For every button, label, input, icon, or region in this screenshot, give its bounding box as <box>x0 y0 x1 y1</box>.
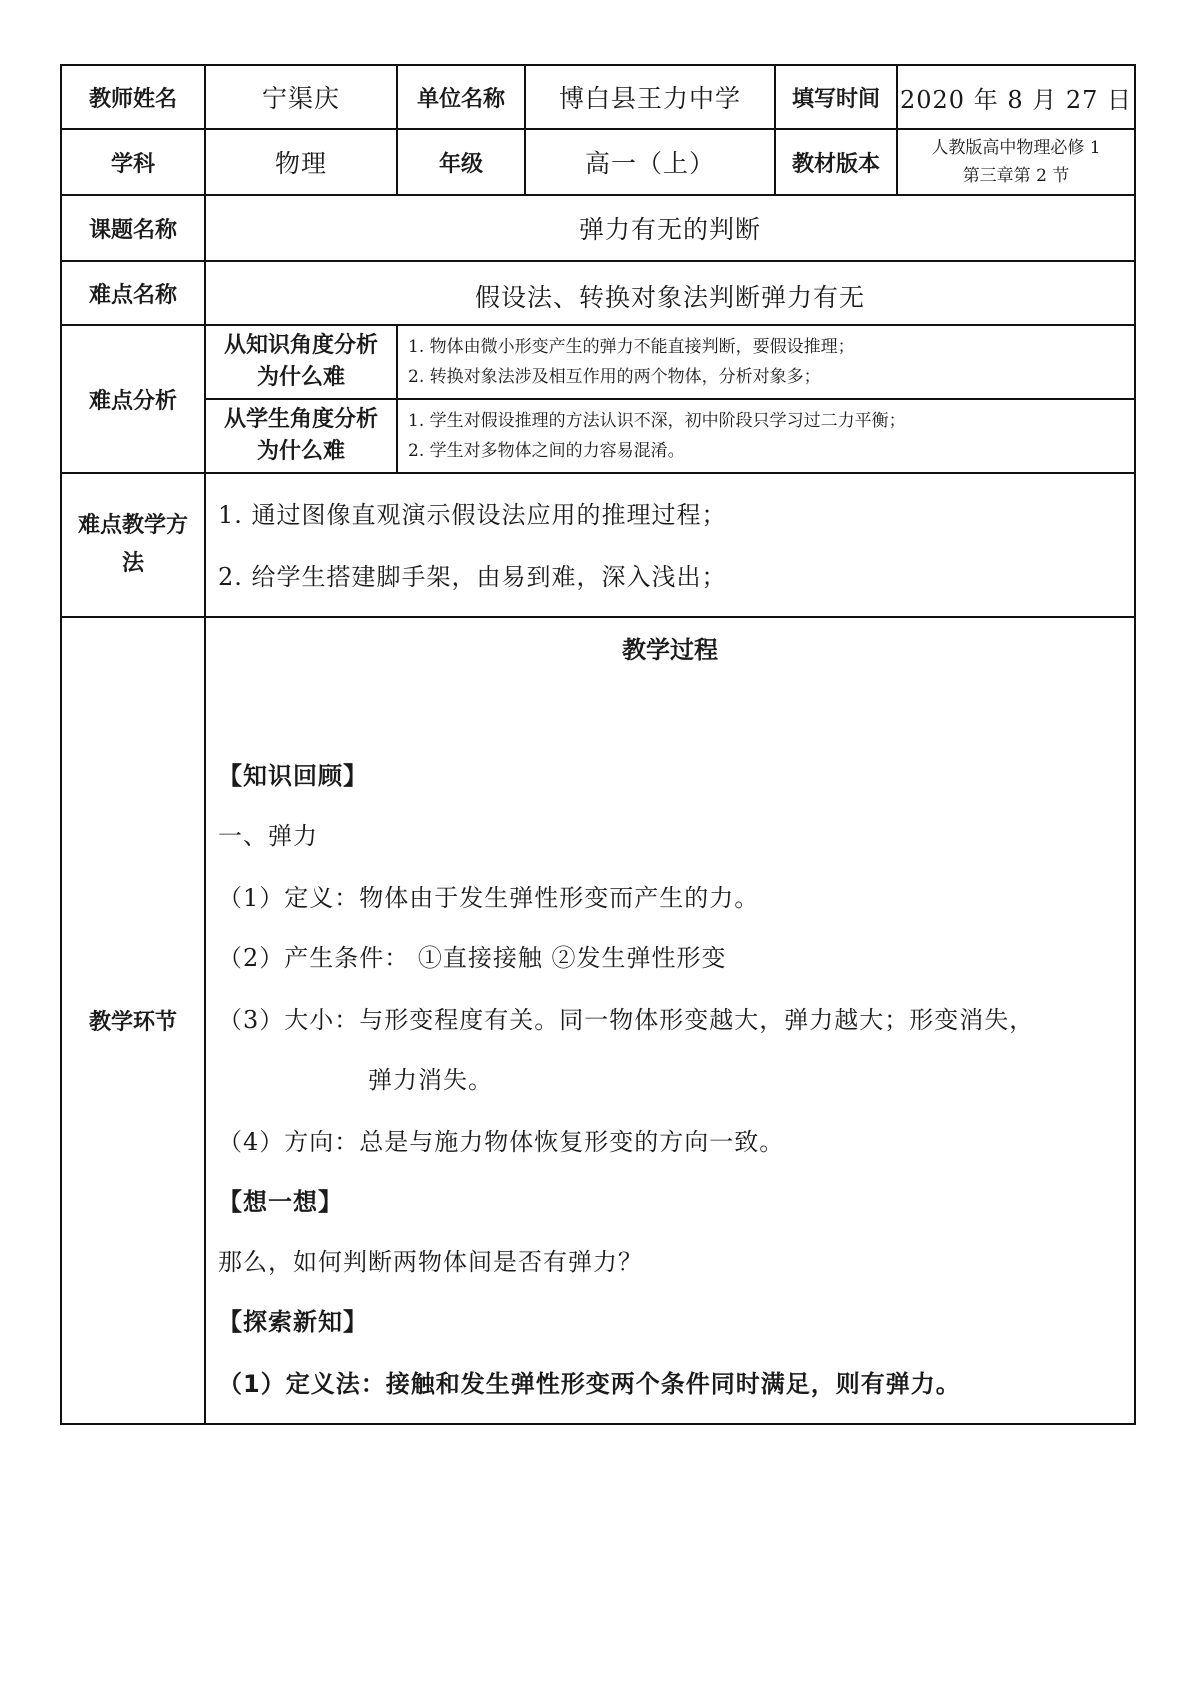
grade-value: 高一（上） <box>584 149 715 178</box>
think-question: 那么，如何判断两物体间是否有弹力？ <box>218 1248 643 1276</box>
think-heading: 【想一想】 <box>218 1188 343 1216</box>
definition-line: （1）定义：物体由于发生弹性形变而产生的力。 <box>218 884 760 912</box>
topic-value: 弹力有无的判断 <box>578 215 761 244</box>
edition-line-1: 人教版高中物理必修 1 <box>931 138 1101 158</box>
lesson-plan-table <box>60 64 1136 1425</box>
knowledge-reason-2: 2. 转换对象法涉及相互作用的两个物体，分析对象多； <box>408 367 821 387</box>
method-item-1: 1. 通过图像直观演示假设法应用的推理过程； <box>218 501 727 529</box>
student-reason-1: 1. 学生对假设推理的方法认识不深，初中阶段只学习过二力平衡； <box>408 411 906 431</box>
magnitude-line-2: 弹力消失。 <box>368 1066 493 1094</box>
teacher-name-label: 教师姓名 <box>88 86 177 112</box>
knowledge-reason-1: 1. 物体由微小形变产生的弹力不能直接判断，要假设推理； <box>408 337 855 357</box>
grade-label: 年级 <box>438 151 483 177</box>
method-item-2: 2. 给学生搭建脚手架，由易到难，深入浅出； <box>218 563 727 591</box>
date-label: 填写时间 <box>791 86 880 112</box>
date-value: 2020 年 8 月 27 日 <box>899 85 1133 114</box>
definition-method-line: （1）定义法：接触和发生弹性形变两个条件同时满足，则有弹力。 <box>218 1370 961 1398</box>
magnitude-line-1: （3）大小：与形变程度有关。同一物体形变越大，弹力越大；形变消失， <box>218 1006 1035 1034</box>
student-angle-line-2: 为什么难 <box>256 439 345 464</box>
knowledge-angle-line-1: 从知识角度分析 <box>223 333 378 358</box>
difficulty-label: 难点名称 <box>88 282 177 308</box>
knowledge-angle-reasons <box>398 326 1134 398</box>
edition-line-2: 第三章第 2 节 <box>962 166 1070 186</box>
student-reason-2: 2. 学生对多物体之间的力容易混淆。 <box>408 441 685 461</box>
student-angle-reasons <box>398 400 1134 472</box>
difficulty-value: 假设法、转换对象法判断弹力有无 <box>474 283 865 312</box>
knowledge-angle-label <box>206 326 396 398</box>
explore-heading: 【探索新知】 <box>218 1308 368 1336</box>
unit-name-value: 博白县王力中学 <box>558 84 741 113</box>
student-angle-line-1: 从学生角度分析 <box>223 407 378 432</box>
direction-line: （4）方向：总是与施力物体恢复形变的方向一致。 <box>218 1128 785 1156</box>
analysis-label: 难点分析 <box>88 388 177 414</box>
method-label-line-2: 法 <box>121 551 144 576</box>
row-divider <box>62 616 1134 618</box>
process-title: 教学过程 <box>622 635 718 664</box>
knowledge-angle-line-2: 为什么难 <box>256 365 345 390</box>
topic-label: 课题名称 <box>88 217 177 243</box>
subject-value: 物理 <box>274 149 327 178</box>
unit-name-label: 单位名称 <box>416 86 505 112</box>
edition-label: 教材版本 <box>791 151 880 177</box>
teacher-name-value: 宁渠庆 <box>261 84 340 113</box>
process-section-label: 教学环节 <box>88 1010 177 1035</box>
review-heading: 【知识回顾】 <box>218 762 368 790</box>
condition-line: （2）产生条件： ①直接接触 ②发生弹性形变 <box>218 944 727 972</box>
method-items <box>206 474 1134 616</box>
edition-value <box>898 130 1134 194</box>
elastic-force-heading: 一、弹力 <box>218 822 318 850</box>
method-label <box>62 474 204 616</box>
method-label-line-1: 难点教学方 <box>77 513 188 538</box>
subject-label: 学科 <box>110 151 155 177</box>
student-angle-label <box>206 400 396 472</box>
